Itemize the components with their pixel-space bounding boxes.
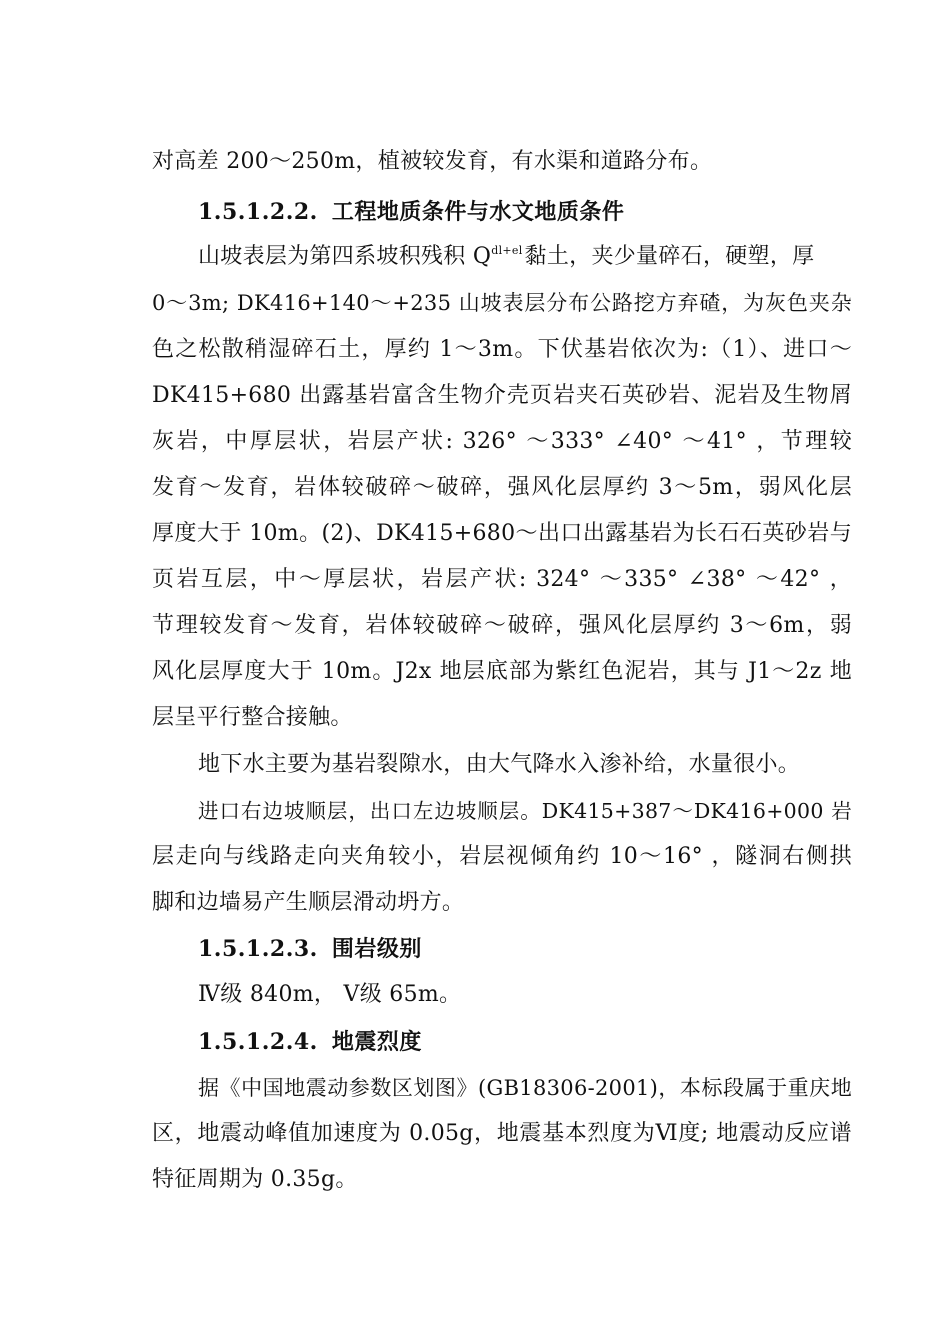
paragraph-line: 0～3m; DK416+140～+235 山坡表层分布公路挖方弃碴，为灰色夹杂 [152,291,852,315]
paragraph-line: 发育～发育，岩体较破碎～破碎，强风化层厚约 3～5m，弱风化层 [152,475,852,500]
paragraph-line: 色之松散稍湿碎石土，厚约 1～3m。下伏基岩依次为:（1）、进口～ [152,337,852,362]
text-run: 山坡表层为第四系坡积残积 Q [198,244,492,269]
section-heading-1-5-1-2-3 [198,934,422,964]
paragraph-line: 进口右边坡顺层，出口左边坡顺层。DK415+387～DK416+000 岩 [198,799,852,823]
paragraph-line: 灰岩，中厚层状，岩层产状: 326° ～333° ∠40° ～41° ，节理较 [152,429,852,454]
paragraph-line: 特征周期为 0.35g。 [152,1167,358,1192]
paragraph-line: 层呈平行整合接触。 [152,705,353,730]
paragraph-line: DK415+680 出露基岩富含生物介壳页岩夹石英砂岩、泥岩及生物屑 [152,383,852,408]
section-heading-1-5-1-2-4 [198,1027,422,1057]
superscript-dl-el: dl+el [491,244,523,257]
section-number: 1.5.1.2.2. [198,199,318,225]
section-title: 工程地质条件与水文地质条件 [331,199,625,225]
paragraph-line: Ⅳ级 840m， Ⅴ级 65m。 [198,982,462,1007]
section-heading-1-5-1-2-2 [198,197,624,227]
paragraph-line: 地下水主要为基岩裂隙水，由大气降水入渗补给，水量很小。 [198,752,801,777]
paragraph-line [198,242,852,272]
paragraph-line: 节理较发育～发育，岩体较破碎～破碎，强风化层厚约 3～6m，弱 [152,613,852,638]
paragraph-line: 层走向与线路走向夹角较小，岩层视倾角约 10～16° ，隧洞右侧拱 [152,844,852,869]
text-run: 黏土，夹少量碎石，硬塑，厚 [524,244,815,269]
paragraph-line: 据《中国地震动参数区划图》(GB18306-2001)，本标段属于重庆地 [198,1076,852,1100]
section-title: 围岩级别 [331,936,422,962]
paragraph-line: 对高差 200～250m，植被较发育，有水渠和道路分布。 [152,149,713,174]
section-title: 地震烈度 [331,1029,422,1055]
paragraph-line: 区，地震动峰值加速度为 0.05g，地震基本烈度为Ⅵ度; 地震动反应谱 [152,1121,852,1146]
section-number: 1.5.1.2.3. [198,936,318,962]
paragraph-line: 脚和边墙易产生顺层滑动坍方。 [152,890,465,915]
paragraph-line: 风化层厚度大于 10m。J2x 地层底部为紫红色泥岩，其与 J1～2z 地 [152,659,852,684]
paragraph-line: 厚度大于 10m。(2)、DK415+680～出口出露基岩为长石石英砂岩与 [152,521,852,546]
section-number: 1.5.1.2.4. [198,1029,318,1055]
paragraph-line: 页岩互层，中～厚层状，岩层产状: 324° ～335° ∠38° ～42° ， [152,567,852,592]
